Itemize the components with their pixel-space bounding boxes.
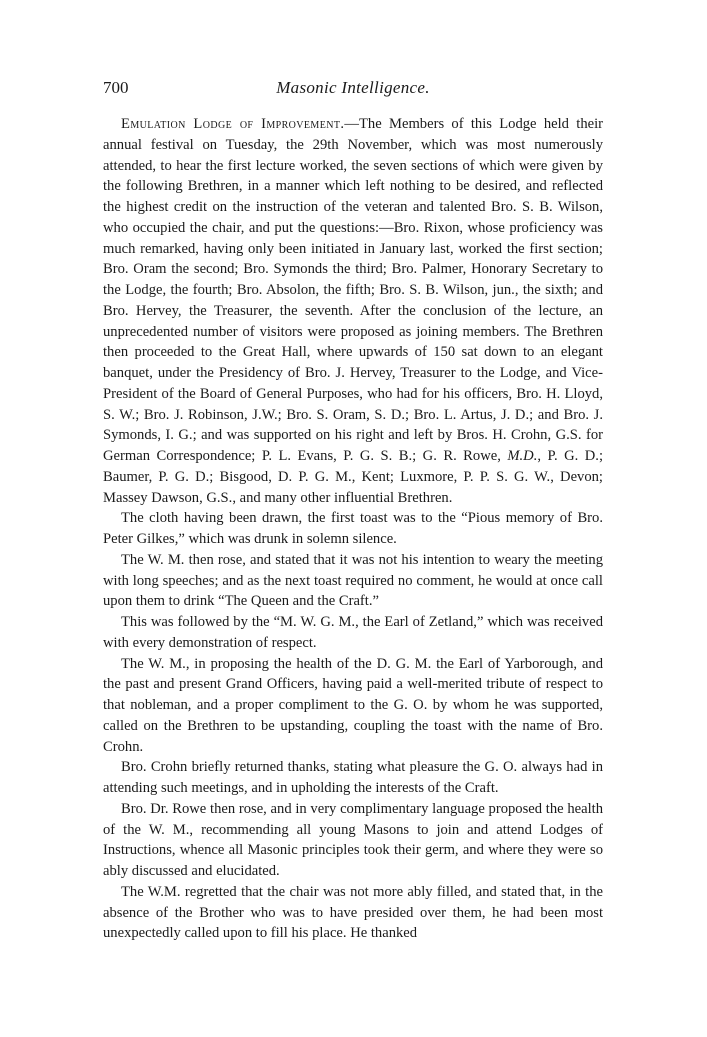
paragraph-1: [103, 114, 603, 508]
running-title: Masonic Intelligence.: [276, 78, 430, 97]
paragraph-4: This was followed by the “M. W. G. M., the Earl of Zetland,” which was received with every demonstration of respect.: [103, 614, 603, 651]
paragraph-5: The W. M., in proposing the health of the D. G. M. the Earl of Yarborough, and the past and present Grand Officers, having paid a well-merited tribute of respect to that nobleman, and a proper compliment to the G. O. by whom he was supported, called on the Brethren to be upstanding, coupling the toast with the name of Bro. Crohn.: [103, 655, 603, 755]
book-page: [103, 78, 603, 944]
paragraph-6: Bro. Crohn briefly returned thanks, stating what pleasure the G. O. always had in attending such meetings, and in upholding the interests of the Craft.: [103, 759, 603, 796]
article-body: [103, 114, 603, 944]
running-head: [103, 78, 603, 100]
paragraph-2: The cloth having been drawn, the first toast was to the “Pious memory of Bro. Peter Gilkes,” which was drunk in solemn silence.: [103, 510, 603, 547]
paragraph-7: Bro. Dr. Rowe then rose, and in very complimentary language proposed the health of the W. M., recommending all young Masons to join and attend Lodges of Instructions, whence all Masonic principles took their germ, and where they were so ably discussed and elucidated.: [103, 800, 603, 879]
paragraph-1-text-b: , P. G. D.; Baumer, P. G. D.; Bisgood, D. P. G. M., Kent; Luxmore, P. P. S. G. W., Devon; Massey Dawson, G.S., and many other influential Brethren.: [103, 448, 603, 506]
article-heading: Emulation Lodge of Improvement.: [121, 116, 345, 132]
paragraph-1-md: M.D.: [507, 448, 538, 464]
paragraph-1-text-a: —The Members of this Lodge held their annual festival on Tuesday, the 29th November, which was most numerously attended, to hear the first lecture worked, the seven sections of which were given by the following Brethren, in a manner which left nothing to be desired, and reflected the highest credit on the instruction of the veteran and talented Bro. S. B. Wilson, who occupied the chair, and put the questions:—Bro. Rixon, whose proficiency was much remarked, having only been initiated in January last, worked the first section; Bro. Oram the second; Bro. Symonds the third; Bro. Palmer, Honorary Secretary to the Lodge, the fourth; Bro. Absolon, the fifth; Bro. S. B. Wilson, jun., the sixth; and Bro. Hervey, the Treasurer, the seventh. After the conclusion of the lecture, an unprecedented number of visitors were proposed as joining members. The Brethren then proceeded to the Great Hall, where upwards of 150 sat down to an elegant banquet, under the Presidency of Bro. J. Hervey, Treasurer to the Lodge, and Vice-President of the Board of General Purposes, who had for his officers, Bro. H. Lloyd, S. W.; Bro. J. Robinson, J.W.; Bro. S. Oram, S. D.; Bro. L. Artus, J. D.; and Bro. J. Symonds, I. G.; and was supported on his right and left by Bros. H. Crohn, G.S. for German Correspondence; P. L. Evans, P. G. S. B.; G. R. Rowe,: [103, 116, 604, 464]
paragraph-3: The W. M. then rose, and stated that it was not his intention to weary the meeting with long speeches; and as the next toast required no comment, he would at once call upon them to drink “The Queen and the Craft.”: [103, 551, 603, 610]
paragraph-8: The W.M. regretted that the chair was not more ably filled, and stated that, in the absence of the Brother who was to have presided over them, he had been most unexpectedly called upon to fill his place. He thanked: [103, 883, 603, 942]
page-number: 700: [103, 78, 129, 97]
